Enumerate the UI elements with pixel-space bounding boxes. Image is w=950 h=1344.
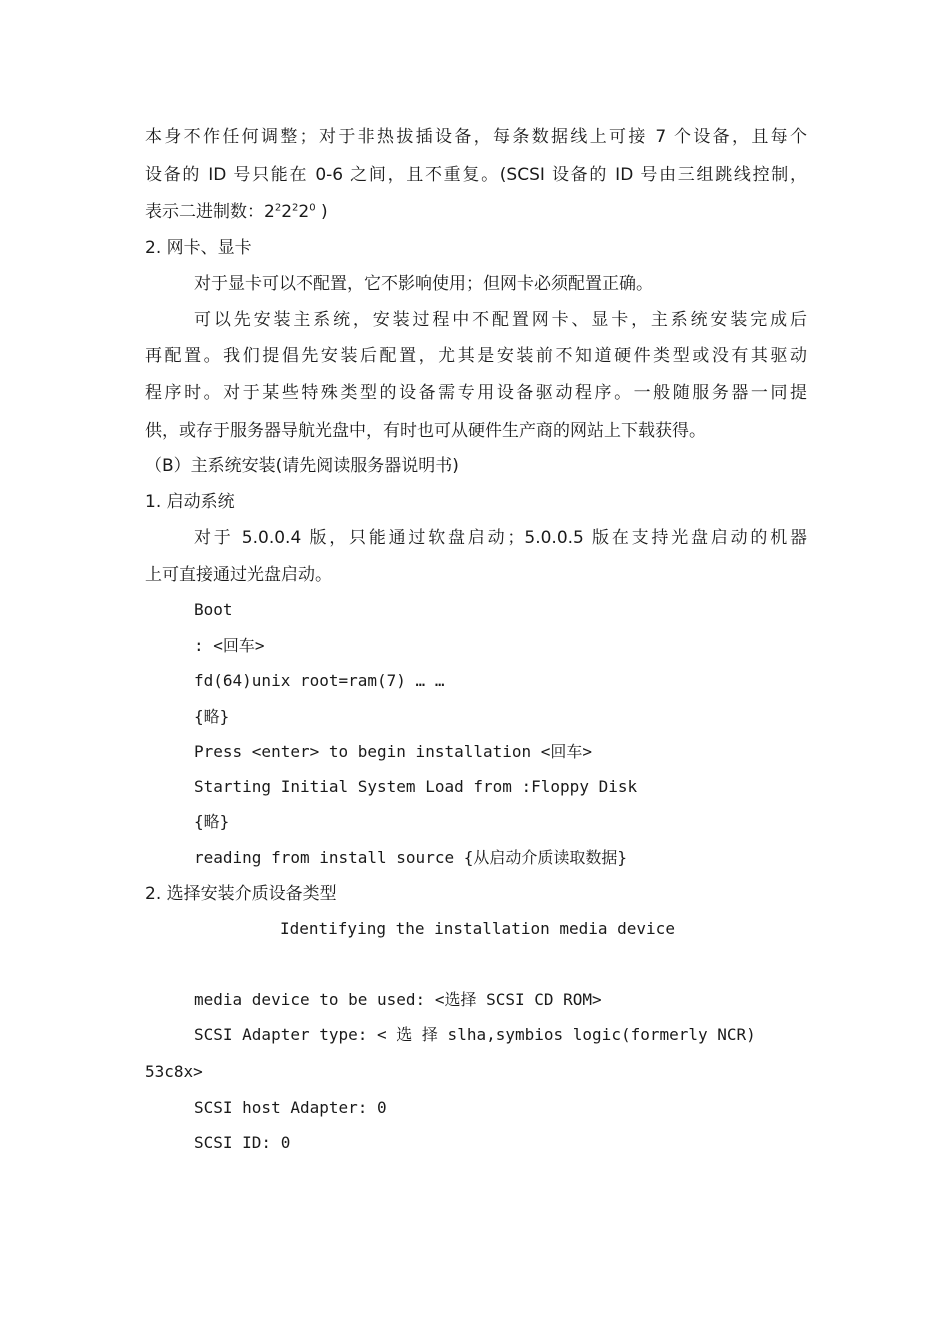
terminal-line: {略} bbox=[194, 707, 230, 726]
terminal-line: SCSI Adapter type: < 选 择 slha,symbios logic(formerly NCR) bbox=[194, 1025, 756, 1044]
paragraph-line: 对于显卡可以不配置，它不影响使用；但网卡必须配置正确。 bbox=[194, 274, 653, 294]
terminal-line: media device to be used: <选择 SCSI CD ROM> bbox=[194, 990, 602, 1009]
paragraph-line: 对于 5.0.0.4 版，只能通过软盘启动；5.0.0.5 版在支持光盘启动的机器 bbox=[194, 528, 807, 548]
terminal-line: Boot bbox=[194, 600, 233, 619]
terminal-line: Identifying the installation media device bbox=[280, 919, 675, 938]
terminal-line: : <回车> bbox=[194, 636, 265, 655]
paragraph-line: 再配置。我们提倡先安装后配置，尤其是安装前不知道硬件类型或没有其驱动 bbox=[145, 346, 807, 366]
section-heading: 2. 选择安装介质设备类型 bbox=[145, 884, 337, 904]
section-heading: 1. 启动系统 bbox=[145, 492, 235, 512]
paragraph-line: 上可直接通过光盘启动。 bbox=[145, 565, 332, 585]
terminal-line: SCSI ID: 0 bbox=[194, 1133, 291, 1152]
paragraph-line: 本身不作任何调整；对于非热拔插设备，每条数据线上可接 7 个设备，且每个 bbox=[145, 127, 807, 147]
section-heading: （B）主系统安装(请先阅读服务器说明书) bbox=[145, 456, 459, 476]
terminal-line: reading from install source {从启动介质读取数据} bbox=[194, 848, 627, 867]
paragraph-line: 程序时。对于某些特殊类型的设备需专用设备驱动程序。一般随服务器一同提 bbox=[145, 383, 807, 403]
binary-expression: $2^22^22^0$ ) bbox=[264, 202, 328, 222]
terminal-line: {略} bbox=[194, 812, 230, 831]
section-heading: 2. 网卡、显卡 bbox=[145, 238, 252, 258]
paragraph-line: 设备的 ID 号只能在 0-6 之间，且不重复。(SCSI 设备的 ID 号由三组跳线控制， bbox=[145, 165, 807, 185]
paragraph-line: 可以先安装主系统，安装过程中不配置网卡、显卡，主系统安装完成后 bbox=[194, 310, 807, 330]
terminal-line: SCSI host Adapter: 0 bbox=[194, 1098, 387, 1117]
terminal-line: Press <enter> to begin installation <回车> bbox=[194, 742, 593, 761]
terminal-line: 53c8x> bbox=[145, 1062, 203, 1081]
paragraph-line: 表示二进制数：$2^22^22^0$ ) bbox=[145, 202, 328, 222]
terminal-line: fd(64)unix root=ram(7) … … bbox=[194, 671, 445, 690]
terminal-line: Starting Initial System Load from :Floppy Disk bbox=[194, 777, 638, 796]
paragraph-line: 供，或存于服务器导航光盘中，有时也可从硬件生产商的网站上下载获得。 bbox=[145, 421, 706, 441]
